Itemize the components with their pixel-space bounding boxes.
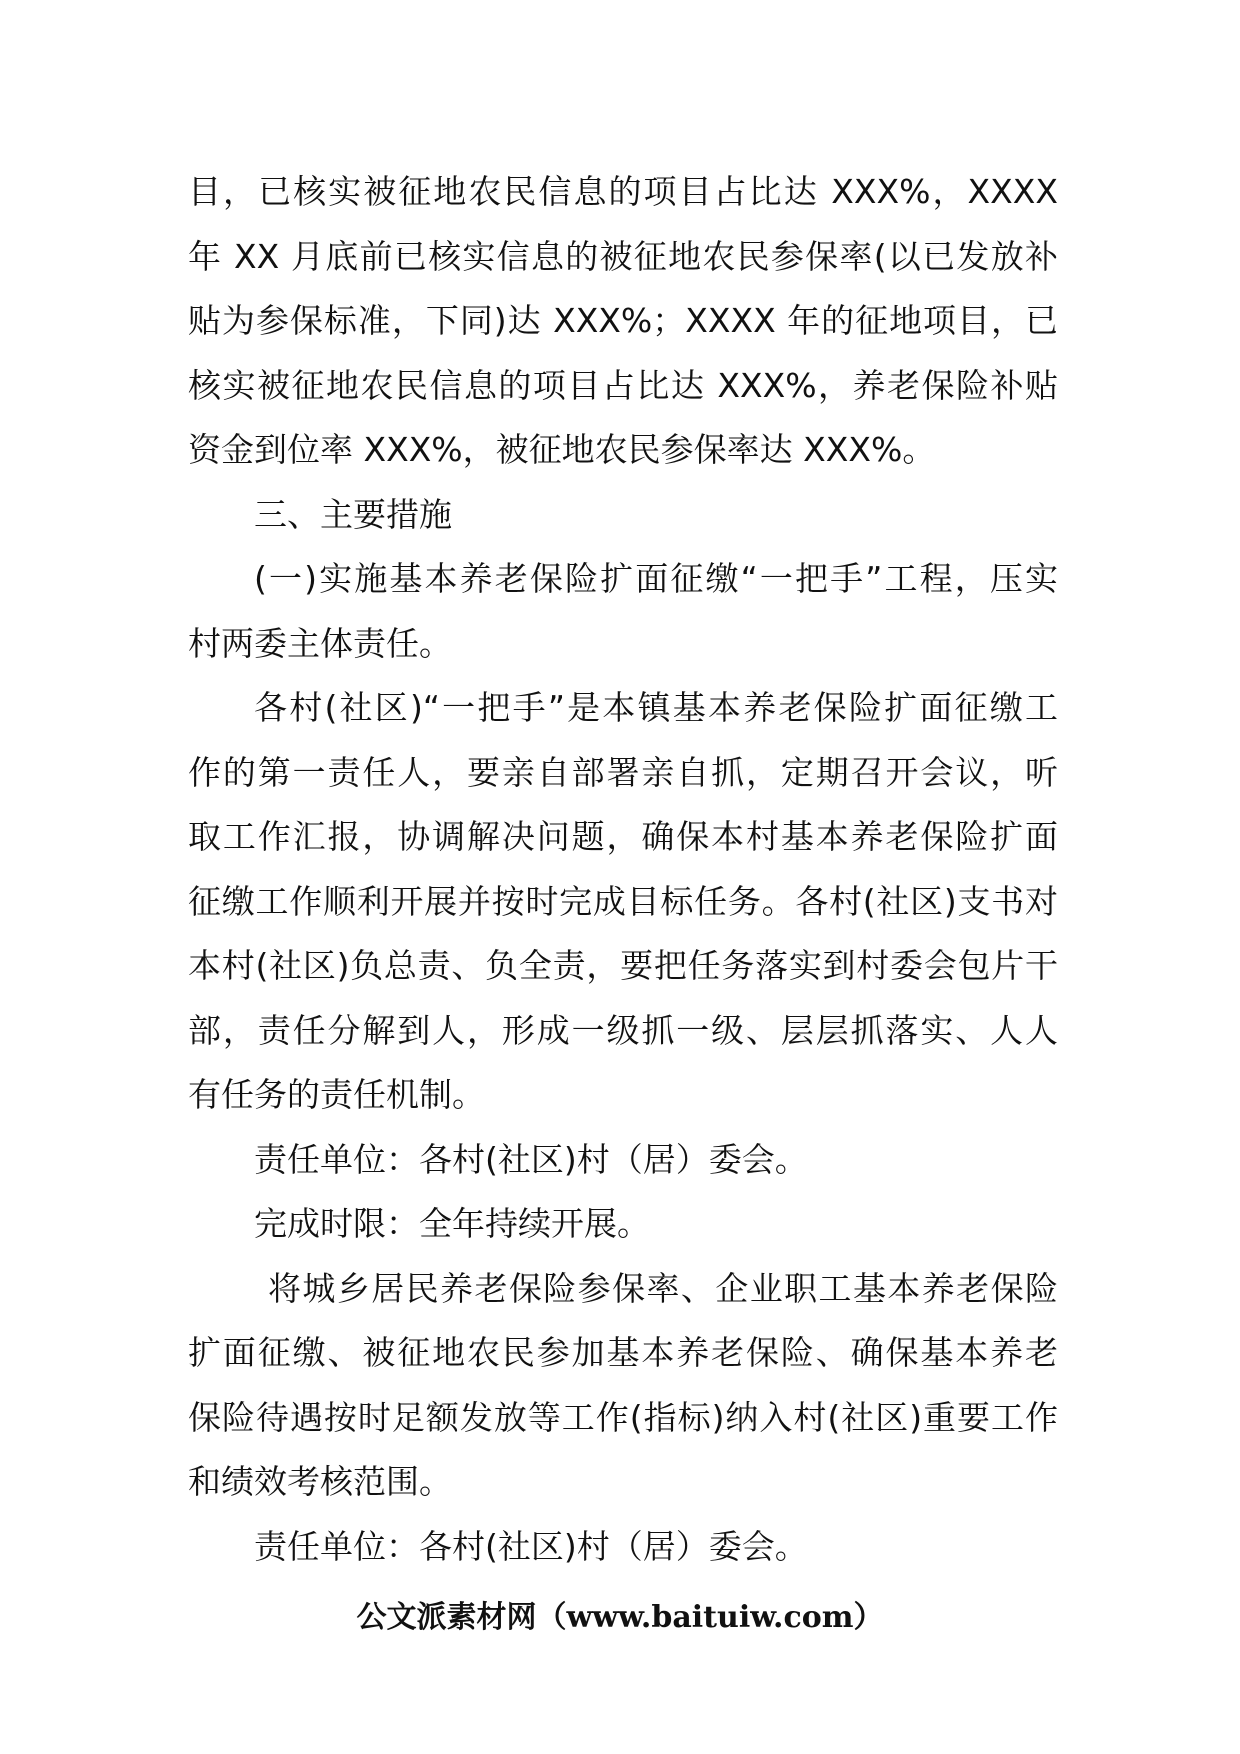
text-line: 取工作汇报，协调解决问题，确保本村基本养老保险扩面 bbox=[188, 817, 1058, 856]
text-line: 本村(社区)负总责、负全责，要把任务落实到村委会包片干 bbox=[188, 946, 1058, 985]
document-body bbox=[188, 160, 1058, 1579]
text-line: 资金到位率 XXX%，被征地农民参保率达 XXX%。 bbox=[188, 430, 936, 469]
footer-watermark: 公文派素材网（www.baituiw.com） bbox=[356, 1600, 884, 1635]
subsection-heading: (一)实施基本养老保险扩面征缴“一把手”工程，压实 bbox=[254, 559, 1058, 598]
section-heading: 三、主要措施 bbox=[254, 494, 452, 534]
text-line: 扩面征缴、被征地农民参加基本养老保险、确保基本养老 bbox=[188, 1333, 1058, 1372]
text-line: 征缴工作顺利开展并按时完成目标任务。各村(社区)支书对 bbox=[188, 881, 1058, 921]
subsection-heading-cont: 村两委主体责任。 bbox=[188, 623, 452, 663]
deadline: 完成时限：全年持续开展。 bbox=[254, 1204, 650, 1243]
text-line: 和绩效考核范围。 bbox=[188, 1462, 452, 1501]
text-line: 有任务的责任机制。 bbox=[188, 1075, 485, 1114]
text-line: 年 XX 月底前已核实信息的被征地农民参保率(以已发放补 bbox=[188, 236, 1058, 276]
text-line: 将城乡居民养老保险参保率、企业职工基本养老保险 bbox=[268, 1268, 1058, 1308]
text-line: 各村(社区)“一把手”是本镇基本养老保险扩面征缴工 bbox=[254, 688, 1058, 727]
text-line: 贴为参保标准，下同)达 XXX%；XXXX 年的征地项目，已 bbox=[188, 301, 1058, 340]
text-line: 目，已核实被征地农民信息的项目占比达 XXX%，XXXX bbox=[188, 172, 1058, 211]
responsible-unit: 责任单位：各村(社区)村（居）委会。 bbox=[254, 1526, 808, 1566]
text-line: 核实被征地农民信息的项目占比达 XXX%，养老保险补贴 bbox=[188, 365, 1058, 405]
text-line: 部，责任分解到人，形成一级抓一级、层层抓落实、人人 bbox=[188, 1010, 1058, 1050]
text-line: 保险待遇按时足额发放等工作(指标)纳入村(社区)重要工作 bbox=[188, 1397, 1058, 1437]
responsible-unit: 责任单位：各村(社区)村（居）委会。 bbox=[254, 1139, 808, 1179]
text-line: 作的第一责任人，要亲自部署亲自抓，定期召开会议，听 bbox=[188, 752, 1058, 792]
